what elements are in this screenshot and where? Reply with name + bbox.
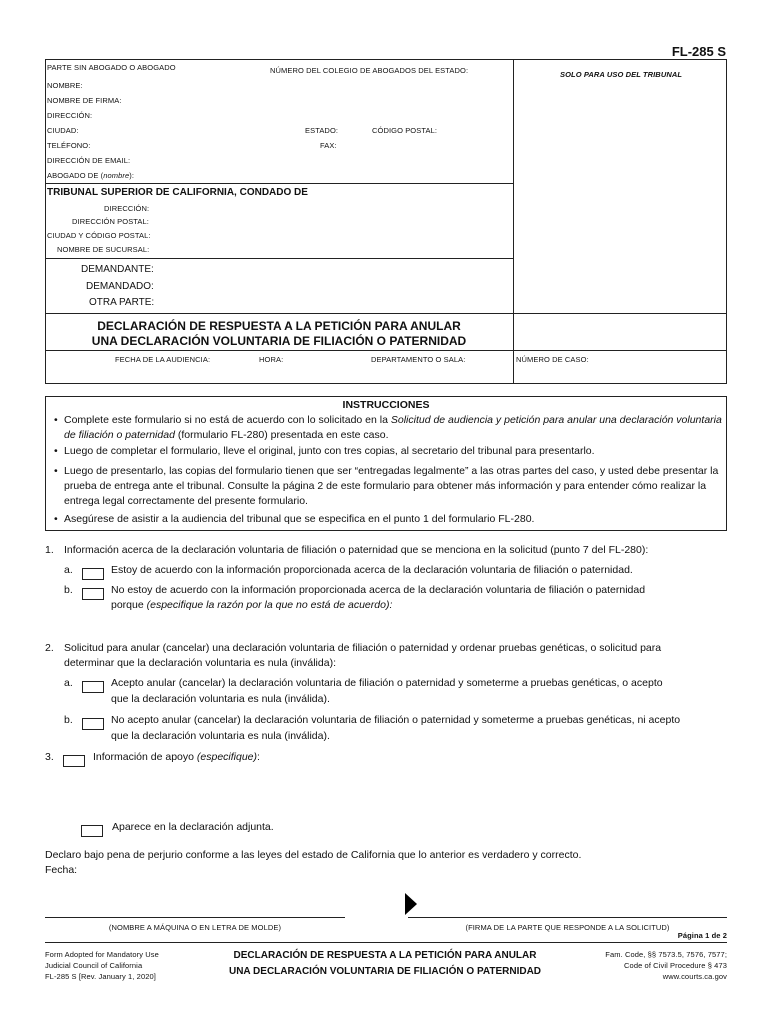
party-label: PARTE SIN ABOGADO O ABOGADO bbox=[47, 63, 176, 72]
date-field[interactable]: Fecha: bbox=[45, 864, 78, 876]
city-field[interactable]: CIUDAD: bbox=[47, 126, 79, 135]
item-2b-letter: b. bbox=[64, 714, 73, 726]
other-party-label[interactable]: OTRA PARTE: bbox=[89, 297, 155, 308]
item-2-text-1: Solicitud para anular (cancelar) una declaración voluntaria de filiación o paternidad y ordenar pruebas genéticas, o solicitud para bbox=[64, 642, 662, 654]
signature-label: (FIRMA DE LA PARTE QUE RESPONDE A LA SOLICITUD) bbox=[465, 923, 670, 932]
footer-divider bbox=[45, 942, 727, 943]
item-1a-letter: a. bbox=[64, 564, 73, 576]
court-divider bbox=[45, 183, 513, 184]
respondent-label[interactable]: DEMANDADO: bbox=[86, 281, 154, 292]
page-number: Página 1 de 2 bbox=[677, 931, 727, 940]
name-field[interactable]: NOMBRE: bbox=[47, 81, 83, 90]
printed-name-line[interactable] bbox=[45, 917, 345, 918]
footer-left: Form Adopted for Mandatory Use Judicial Council of California FL-285 S [Rev. January 1, 2020] bbox=[45, 950, 159, 981]
signature-arrow-icon bbox=[405, 893, 417, 915]
item-3-checkbox[interactable] bbox=[63, 752, 85, 770]
court-mailing[interactable]: DIRECCIÓN POSTAL: bbox=[72, 217, 149, 226]
footer-title: DECLARACIÓN DE RESPUESTA A LA PETICIÓN PARA ANULAR UNA DECLARACIÓN VOLUNTARIA DE FILIACIÓN O PATERNIDAD bbox=[228, 950, 542, 977]
item-1a-text: Estoy de acuerdo con la información proporcionada acerca de la declaración voluntaria de filiación o paternidad. bbox=[111, 564, 633, 576]
email-field[interactable]: DIRECCIÓN DE EMAIL: bbox=[47, 156, 131, 165]
fax-field[interactable]: FAX: bbox=[320, 141, 337, 150]
bar-number-label[interactable]: NÚMERO DEL COLEGIO DE ABOGADOS DEL ESTADO: bbox=[270, 66, 469, 75]
item-2a-text-1: Acepto anular (cancelar) la declaración voluntaria de filiación o paternidad y someterme a pruebas genéticas, o acepto bbox=[111, 677, 663, 689]
title-divider bbox=[45, 313, 727, 314]
attached-text: Aparece en la declaración adjunta. bbox=[112, 821, 274, 833]
form-number: FL-285 S bbox=[671, 44, 726, 59]
phone-field[interactable]: TELÉFONO: bbox=[47, 141, 91, 150]
item-2b-text-1: No acepto anular (cancelar) la declaración voluntaria de filiación o paternidad y someterme a pruebas genéticas, ni acepto bbox=[111, 714, 681, 726]
signature-line[interactable] bbox=[408, 917, 727, 918]
hearing-divider bbox=[45, 350, 727, 351]
zip-field[interactable]: CÓDIGO POSTAL: bbox=[372, 126, 438, 135]
item-2b-checkbox[interactable] bbox=[82, 715, 104, 733]
item-1b-checkbox[interactable] bbox=[82, 585, 104, 603]
court-branch[interactable]: NOMBRE DE SUCURSAL: bbox=[57, 245, 150, 254]
petitioner-label[interactable]: DEMANDANTE: bbox=[81, 264, 154, 275]
item-3-number: 3. bbox=[45, 751, 54, 763]
item-1b-reason: porque (especifique la razón por la que no está de acuerdo): bbox=[111, 599, 393, 611]
item-1-text: Información acerca de la declaración voluntaria de filiación o paternidad que se menciona en la solicitud (punto 7 del FL-280): bbox=[64, 544, 649, 556]
item-2a-checkbox[interactable] bbox=[82, 678, 104, 696]
instructions-title: INSTRUCCIONES bbox=[342, 399, 430, 411]
item-2a-text-2: que la declaración voluntaria es nula (inválida). bbox=[111, 693, 330, 705]
item-1b-text: No estoy de acuerdo con la información proporcionada acerca de la declaración voluntaria de filiación o paternidad bbox=[111, 584, 646, 596]
state-field[interactable]: ESTADO: bbox=[305, 126, 339, 135]
item-2-text-2: determinar que la declaración voluntaria es nula (inválida): bbox=[64, 657, 336, 669]
time-label[interactable]: HORA: bbox=[259, 355, 284, 364]
item-3-text: Información de apoyo (especifique): bbox=[93, 751, 260, 763]
parties-divider bbox=[45, 258, 513, 259]
case-number-label[interactable]: NÚMERO DE CASO: bbox=[516, 355, 589, 364]
court-city[interactable]: CIUDAD Y CÓDIGO POSTAL: bbox=[47, 231, 151, 240]
instruction-2: • Luego de completar el formulario, lleve el original, junto con tres copias, al secretario del tribunal para presentarlo. bbox=[64, 444, 724, 459]
firm-field[interactable]: NOMBRE DE FIRMA: bbox=[47, 96, 122, 105]
item-1-number: 1. bbox=[45, 544, 54, 556]
item-1b-letter: b. bbox=[64, 584, 73, 596]
instruction-4: • Asegúrese de asistir a la audiencia del tribunal que se especifica en el punto 1 del formulario FL-280. bbox=[64, 512, 724, 527]
attached-checkbox[interactable] bbox=[81, 822, 103, 840]
dept-label[interactable]: DEPARTAMENTO O SALA: bbox=[371, 355, 466, 364]
court-use-divider bbox=[513, 59, 514, 384]
instruction-1: • Complete este formulario si no está de acuerdo con lo solicitado en la Solicitud de audiencia y petición para anular una declaración voluntaria de filiación o paternidad (formulario FL-280) presentada en este caso. bbox=[64, 413, 724, 443]
item-2b-text-2: que la declaración voluntaria es nula (inválida). bbox=[111, 730, 330, 742]
court-street[interactable]: DIRECCIÓN: bbox=[104, 204, 150, 213]
declaration-text: Declaro bajo pena de perjurio conforme a las leyes del estado de California que lo anterior es verdadero y correcto. bbox=[45, 849, 582, 861]
attorney-for-field[interactable]: ABOGADO DE (nombre): bbox=[47, 171, 135, 180]
item-2-number: 2. bbox=[45, 642, 54, 654]
address-field[interactable]: DIRECCIÓN: bbox=[47, 111, 93, 120]
form-title: DECLARACIÓN DE RESPUESTA A LA PETICIÓN PARA ANULAR UNA DECLARACIÓN VOLUNTARIA DE FILIACIÓN O PATERNIDAD bbox=[91, 319, 467, 348]
court-use-label: SOLO PARA USO DEL TRIBUNAL bbox=[560, 70, 683, 79]
footer-right: Fam. Code, §§ 7573.5, 7576, 7577; Code of Civil Procedure § 473 www.courts.ca.gov bbox=[605, 950, 727, 981]
court-title: TRIBUNAL SUPERIOR DE CALIFORNIA, CONDADO DE bbox=[47, 187, 308, 198]
item-1a-checkbox[interactable] bbox=[82, 565, 104, 583]
printed-name-label: (NOMBRE A MÁQUINA O EN LETRA DE MOLDE) bbox=[108, 923, 282, 932]
hearing-date-label[interactable]: FECHA DE LA AUDIENCIA: bbox=[115, 355, 211, 364]
instruction-3: • Luego de presentarlo, las copias del formulario tienen que ser “entregadas legalmente” a las otras partes del caso, y usted debe presentar la prueba de entrega ante el tribunal. Consulte la página 2 de este formulario para obtener más información y para entender cómo realizar la entrega legal correctamente del presente formulario. bbox=[64, 464, 724, 509]
item-2a-letter: a. bbox=[64, 677, 73, 689]
